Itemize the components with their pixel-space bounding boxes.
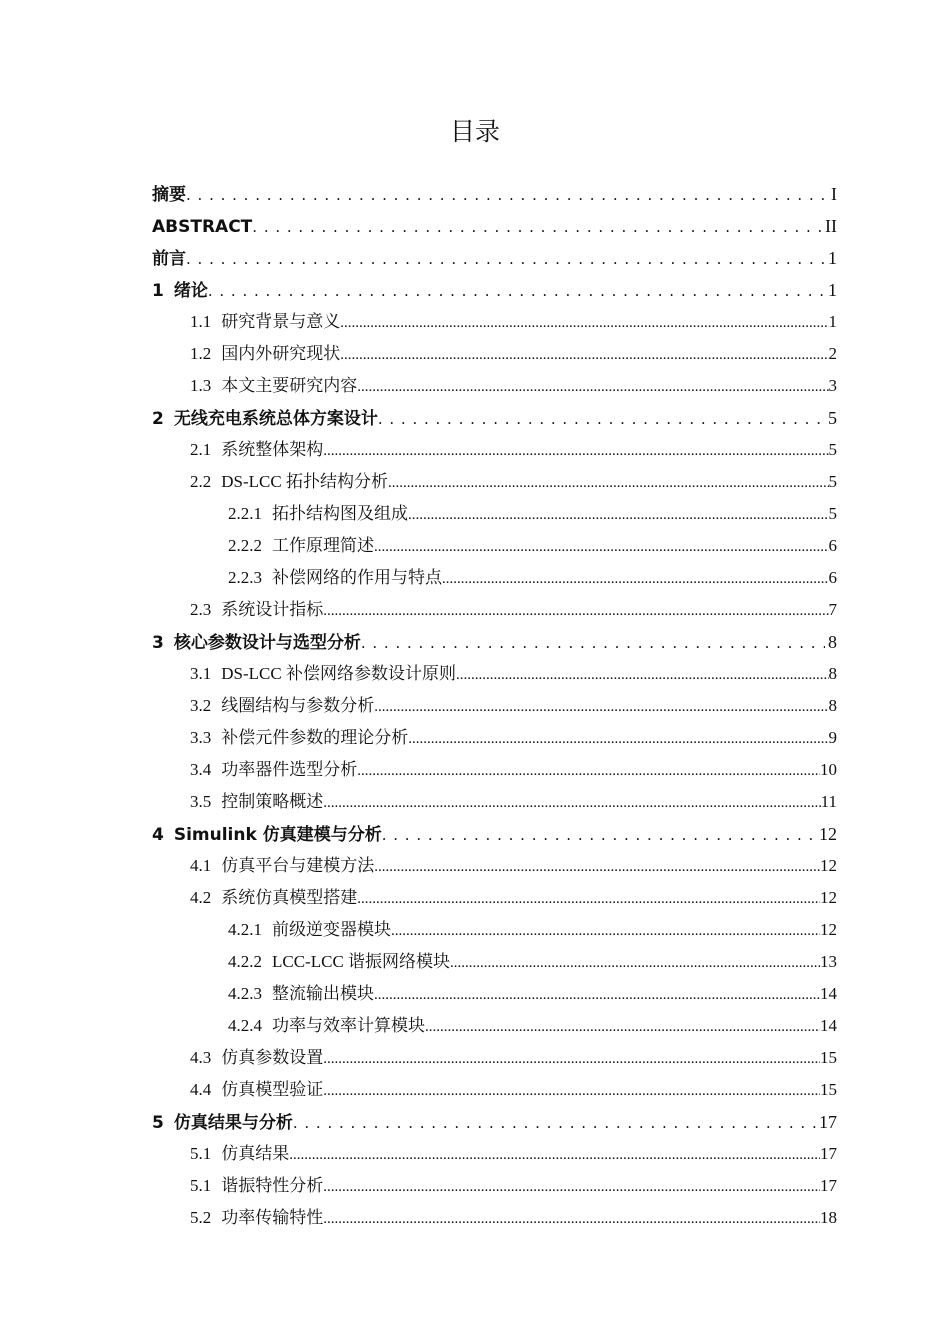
toc-entry-title: 拓扑结构图及组成 xyxy=(272,504,408,523)
toc-entry-title: 前级逆变器模块 xyxy=(272,920,391,939)
toc-entry[interactable] xyxy=(152,818,837,850)
toc-entry-page: 7 xyxy=(828,600,837,619)
dot-leader xyxy=(388,466,829,499)
toc-entry-page: 5 xyxy=(828,472,837,491)
dot-leader xyxy=(450,946,820,979)
toc-entry-page: 17 xyxy=(820,1144,837,1163)
toc-entry-label xyxy=(228,562,442,594)
dot-leader xyxy=(186,179,828,211)
toc-entry[interactable] xyxy=(152,690,837,722)
toc-entry-label xyxy=(228,530,374,562)
toc-entry-title: ABSTRACT xyxy=(152,217,253,237)
dot-leader xyxy=(323,434,828,467)
toc-entry-label xyxy=(190,370,357,402)
dot-leader xyxy=(357,754,820,787)
toc-entry[interactable] xyxy=(152,946,837,978)
toc-entry-page: 12 xyxy=(820,920,837,939)
toc-entry-number: 2.2.2 xyxy=(228,536,262,555)
toc-entry-label xyxy=(190,1074,323,1106)
toc-entry[interactable] xyxy=(152,466,837,498)
toc-entry-label xyxy=(228,498,408,530)
toc-entry-page: 2 xyxy=(828,344,837,363)
toc-entry-title: 本文主要研究内容 xyxy=(221,376,358,395)
toc-entry-title: 补偿网络的作用与特点 xyxy=(272,568,442,587)
toc-entry-title: 仿真平台与建模方法 xyxy=(221,856,375,875)
toc-entry[interactable] xyxy=(152,370,837,402)
toc-entry-page: 17 xyxy=(819,1112,837,1132)
toc-entry-page: 5 xyxy=(828,408,837,428)
dot-leader xyxy=(323,1042,820,1075)
toc-entry-page: 12 xyxy=(820,856,837,875)
toc-entry-title: LCC-LCC 谐振网络模块 xyxy=(272,952,451,971)
dot-leader xyxy=(252,211,822,243)
toc-entry[interactable] xyxy=(152,1042,837,1074)
toc-entry-label xyxy=(190,1170,323,1202)
toc-entry[interactable] xyxy=(152,850,837,882)
dot-leader xyxy=(374,690,828,723)
toc-entry-number: 3.5 xyxy=(190,792,212,811)
toc-entry[interactable] xyxy=(152,882,837,914)
toc-entry-number: 4.2.2 xyxy=(228,952,262,971)
toc-entry-title: 线圈结构与参数分析 xyxy=(221,696,375,715)
toc-entry-page: 5 xyxy=(828,504,837,523)
toc-entry-title: 国内外研究现状 xyxy=(221,344,341,363)
dot-leader xyxy=(408,498,829,531)
toc-entry-number: 5.1 xyxy=(190,1144,212,1163)
toc-entry-page: 14 xyxy=(820,984,837,1003)
toc-entry-page: 15 xyxy=(820,1080,837,1099)
toc-entry[interactable] xyxy=(152,722,837,754)
toc-entry-label xyxy=(152,211,252,243)
toc-entry-page: 3 xyxy=(828,376,837,395)
toc-entry-number: 5 xyxy=(152,1113,164,1133)
dot-leader xyxy=(378,403,825,435)
toc-entry-label xyxy=(152,243,186,275)
toc-entry-title: 功率器件选型分析 xyxy=(221,760,358,779)
toc-entry-title: 系统仿真模型搭建 xyxy=(221,888,358,907)
dot-leader xyxy=(374,850,820,883)
toc-entry-title: 仿真参数设置 xyxy=(221,1048,324,1067)
dot-leader xyxy=(323,1074,820,1107)
toc-entry-label xyxy=(190,466,388,498)
toc-entry-number: 4.2.4 xyxy=(228,1016,262,1035)
toc-entry-title: 功率与效率计算模块 xyxy=(272,1016,425,1035)
toc-entry-number: 2 xyxy=(152,409,164,429)
toc-entry[interactable] xyxy=(152,306,837,338)
toc-entry-number: 2.2.3 xyxy=(228,568,262,587)
toc-entry[interactable] xyxy=(152,178,837,210)
toc-entry[interactable] xyxy=(152,562,837,594)
dot-leader xyxy=(323,1202,820,1235)
toc-entry-label xyxy=(152,179,186,211)
toc-entry-title: 补偿元件参数的理论分析 xyxy=(221,728,409,747)
dot-leader xyxy=(293,1107,816,1139)
toc-entry[interactable] xyxy=(152,914,837,946)
toc-entry-label xyxy=(152,819,382,851)
toc-entry-title: 研究背景与意义 xyxy=(221,312,341,331)
toc-entry[interactable] xyxy=(152,434,837,466)
toc-entry-number: 3.1 xyxy=(190,664,212,683)
toc-entry[interactable] xyxy=(152,1202,837,1234)
toc-entry-title: 前言 xyxy=(152,249,186,269)
toc-entry-page: 1 xyxy=(828,312,837,331)
toc-entry[interactable] xyxy=(152,1170,837,1202)
table-of-contents xyxy=(152,178,837,1234)
toc-entry-label xyxy=(190,658,456,690)
dot-leader xyxy=(374,530,829,563)
dot-leader xyxy=(323,594,828,627)
toc-entry-label xyxy=(228,914,391,946)
toc-entry-number: 1 xyxy=(152,281,164,301)
toc-entry-title: 系统设计指标 xyxy=(221,600,324,619)
toc-entry-page: II xyxy=(825,216,837,236)
dot-leader xyxy=(323,1170,820,1203)
toc-entry-title: DS-LCC 补偿网络参数设计原则 xyxy=(221,664,456,683)
toc-entry-label xyxy=(190,850,374,882)
toc-entry-page: 12 xyxy=(820,888,837,907)
toc-entry-label xyxy=(190,882,357,914)
toc-entry-number: 4.2 xyxy=(190,888,212,907)
toc-entry-title: 仿真结果 xyxy=(221,1144,290,1163)
dot-leader xyxy=(408,722,828,755)
toc-entry-title: 系统整体架构 xyxy=(221,440,324,459)
dot-leader xyxy=(382,819,816,851)
toc-entry-page: 6 xyxy=(828,568,837,587)
toc-entry[interactable] xyxy=(152,786,837,818)
page-title: 目录 xyxy=(449,117,500,146)
toc-entry-title: 控制策略概述 xyxy=(221,792,324,811)
toc-entry-page: I xyxy=(831,184,837,204)
dot-leader xyxy=(357,370,828,403)
toc-entry-page: 17 xyxy=(820,1176,837,1195)
toc-entry[interactable] xyxy=(152,754,837,786)
toc-entry-title: 无线充电系统总体方案设计 xyxy=(173,409,378,429)
toc-entry-label xyxy=(152,1107,293,1139)
toc-entry[interactable] xyxy=(152,274,837,306)
toc-entry-label xyxy=(190,1042,323,1074)
toc-entry-title: Simulink 仿真建模与分析 xyxy=(173,825,382,845)
toc-entry-page: 8 xyxy=(828,664,837,683)
toc-entry[interactable] xyxy=(152,626,837,658)
dot-leader xyxy=(323,786,820,819)
toc-entry-label xyxy=(152,403,378,435)
toc-entry[interactable] xyxy=(152,402,837,434)
dot-leader xyxy=(357,882,820,915)
toc-entry[interactable] xyxy=(152,1138,837,1170)
toc-entry[interactable] xyxy=(152,1074,837,1106)
toc-entry-page: 5 xyxy=(828,440,837,459)
toc-entry[interactable] xyxy=(152,658,837,690)
toc-entry-number: 4 xyxy=(152,825,164,845)
toc-entry-title: 核心参数设计与选型分析 xyxy=(173,633,361,653)
toc-entry-number: 5.2 xyxy=(190,1208,212,1227)
dot-leader xyxy=(208,275,825,307)
dot-leader xyxy=(186,243,825,275)
toc-entry-page: 1 xyxy=(828,280,837,300)
toc-entry-page: 1 xyxy=(828,248,837,268)
toc-entry-number: 4.2.3 xyxy=(228,984,262,1003)
toc-entry-label xyxy=(152,627,361,659)
toc-entry-label xyxy=(152,275,208,307)
toc-entry-title: DS-LCC 拓扑结构分析 xyxy=(221,472,388,491)
toc-entry[interactable] xyxy=(152,498,837,530)
toc-entry-number: 3 xyxy=(152,633,164,653)
dot-leader xyxy=(456,658,829,691)
toc-entry-label xyxy=(228,978,374,1010)
toc-entry-number: 4.4 xyxy=(190,1080,212,1099)
toc-entry-page: 14 xyxy=(820,1016,837,1035)
toc-entry-title: 绪论 xyxy=(173,281,208,301)
toc-entry[interactable] xyxy=(152,242,837,274)
toc-entry-label xyxy=(190,786,323,818)
toc-entry-number: 2.2 xyxy=(190,472,212,491)
toc-entry-number: 4.1 xyxy=(190,856,212,875)
dot-leader xyxy=(425,1010,820,1043)
toc-entry-page: 13 xyxy=(820,952,837,971)
toc-entry[interactable] xyxy=(152,210,837,242)
toc-entry-label xyxy=(190,1202,323,1234)
toc-entry-page: 9 xyxy=(828,728,837,747)
toc-entry-page: 10 xyxy=(820,760,837,779)
toc-entry-number: 1.3 xyxy=(190,376,212,395)
toc-entry-title: 仿真结果与分析 xyxy=(173,1113,293,1133)
toc-entry-label xyxy=(190,690,374,722)
toc-entry[interactable] xyxy=(152,1106,837,1138)
toc-entry-number: 5.1 xyxy=(190,1176,212,1195)
toc-entry-title: 整流输出模块 xyxy=(272,984,374,1003)
toc-entry-number: 2.1 xyxy=(190,440,212,459)
toc-entry-title: 工作原理简述 xyxy=(272,536,374,555)
toc-entry-title: 功率传输特性 xyxy=(221,1208,324,1227)
toc-entry-number: 3.3 xyxy=(190,728,212,747)
toc-entry-label xyxy=(190,338,340,370)
toc-entry-label xyxy=(190,1138,289,1170)
toc-entry-label xyxy=(228,946,450,978)
toc-entry-page: 6 xyxy=(828,536,837,555)
toc-entry-label xyxy=(190,754,357,786)
toc-entry-page: 11 xyxy=(820,792,837,811)
dot-leader xyxy=(442,562,829,595)
toc-entry-number: 3.2 xyxy=(190,696,212,715)
toc-entry-number: 2.3 xyxy=(190,600,212,619)
toc-entry-page: 8 xyxy=(828,696,837,715)
dot-leader xyxy=(374,978,820,1011)
toc-entry-number: 1.1 xyxy=(190,312,212,331)
toc-entry-title: 摘要 xyxy=(152,185,186,205)
toc-entry-number: 4.2.1 xyxy=(228,920,262,939)
toc-entry-page: 8 xyxy=(828,632,837,652)
toc-entry-label xyxy=(190,306,340,338)
toc-entry-page: 15 xyxy=(820,1048,837,1067)
toc-entry-label xyxy=(190,594,323,626)
toc-entry-label xyxy=(190,434,323,466)
toc-entry-number: 1.2 xyxy=(190,344,212,363)
dot-leader xyxy=(361,627,825,659)
toc-entry[interactable] xyxy=(152,1010,837,1042)
toc-entry[interactable] xyxy=(152,978,837,1010)
toc-entry-number: 3.4 xyxy=(190,760,212,779)
dot-leader xyxy=(391,914,820,947)
toc-entry-title: 仿真模型验证 xyxy=(221,1080,324,1099)
toc-entry-page: 12 xyxy=(819,824,837,844)
toc-entry-label xyxy=(228,1010,425,1042)
toc-entry-title: 谐振特性分析 xyxy=(221,1176,324,1195)
toc-entry-number: 4.3 xyxy=(190,1048,212,1067)
dot-leader xyxy=(340,306,828,339)
toc-entry[interactable] xyxy=(152,530,837,562)
toc-entry[interactable] xyxy=(152,594,837,626)
toc-entry-number: 2.2.1 xyxy=(228,504,262,523)
toc-entry-page: 18 xyxy=(820,1208,837,1227)
dot-leader xyxy=(289,1138,820,1171)
toc-entry[interactable] xyxy=(152,338,837,370)
toc-entry-label xyxy=(190,722,408,754)
dot-leader xyxy=(340,338,828,371)
